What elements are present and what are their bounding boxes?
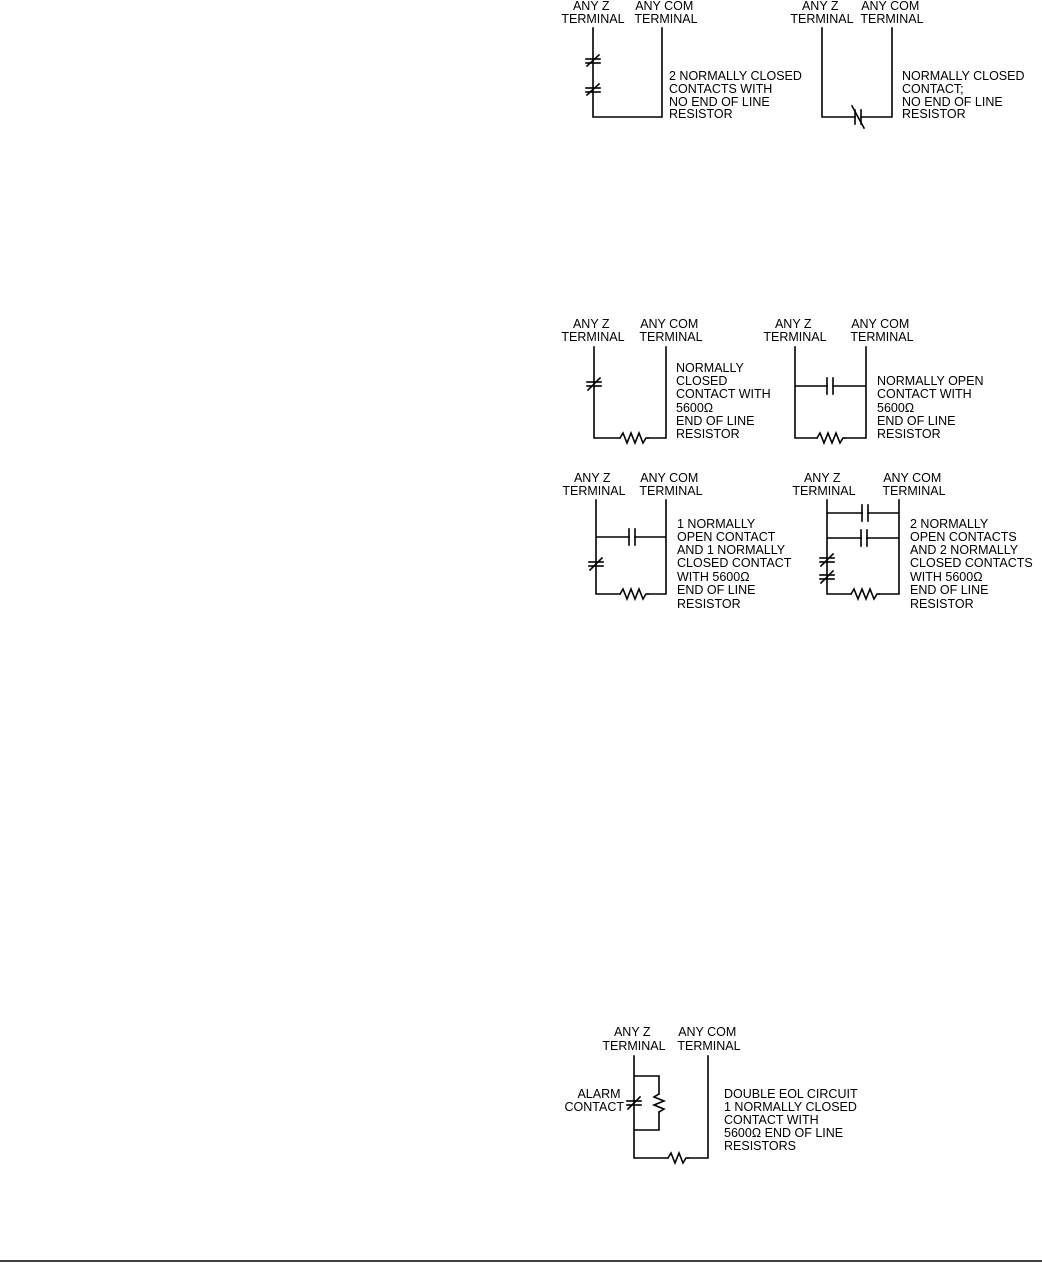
circuit-wire <box>594 347 666 438</box>
diagram-2-nc-contacts-no-eol <box>561 0 805 121</box>
z-terminal-label: ANY Z TERMINAL <box>561 0 625 26</box>
circuit-wire <box>634 1056 708 1158</box>
circuit-description: 2 NORMALLY CLOSED CONTACTS WITH NO END OF LINE RESISTOR <box>669 69 802 121</box>
circuit-wire <box>827 500 899 594</box>
circuit-description: 1 NORMALLY OPEN CONTACT AND 1 NORMALLY CLOSED CONTACT WITH 5600Ω END OF LINE RESISTOR <box>677 517 792 611</box>
z-terminal-label: ANY Z TERMINAL <box>792 471 856 498</box>
no-contact-symbol <box>861 530 867 546</box>
z-terminal-label: ANY Z TERMINAL <box>561 317 625 344</box>
diagram-no-contact-with-eol <box>763 317 987 443</box>
com-terminal-label: ANY COM TERMINAL <box>850 317 914 344</box>
circuit-wire <box>822 28 892 117</box>
com-terminal-label: ANY COM TERMINAL <box>882 471 946 498</box>
z-terminal-label: ANY Z TERMINAL <box>790 0 854 26</box>
circuit-wire <box>795 347 866 438</box>
com-terminal-label: ANY COM TERMINAL <box>639 471 703 498</box>
parallel-resistor-symbol <box>654 1094 664 1112</box>
com-terminal-label: ANY COM TERMINAL <box>634 0 698 26</box>
circuit-description: NORMALLY CLOSED CONTACT; NO END OF LINE RESISTOR <box>902 69 1025 121</box>
circuit-description: 2 NORMALLY OPEN CONTACTS AND 2 NORMALLY CLOSED CONTACTS WITH 5600Ω END OF LINE RESISTOR <box>910 517 1033 611</box>
diagram-2-no-2-nc-with-eol <box>792 471 1036 611</box>
z-terminal-label: ANY Z TERMINAL <box>602 1025 666 1053</box>
alarm-contact-label: ALARM CONTACT <box>564 1087 624 1114</box>
diagram-1-no-1-nc-with-eol <box>562 471 794 611</box>
circuit-description: DOUBLE EOL CIRCUIT 1 NORMALLY CLOSED CONTACT WITH 5600Ω END OF LINE RESISTORS <box>724 1087 858 1153</box>
no-contact-symbol <box>862 505 868 521</box>
circuit-description: NORMALLY OPEN CONTACT WITH 5600Ω END OF LINE RESISTOR <box>877 374 984 441</box>
z-terminal-label: ANY Z TERMINAL <box>763 317 827 344</box>
no-contact-symbol <box>629 529 635 545</box>
z-terminal-label: ANY Z TERMINAL <box>562 471 626 498</box>
eol-resistor-symbol <box>620 433 648 443</box>
eol-resistor-symbol <box>817 433 845 443</box>
circuit-wire <box>596 500 666 594</box>
diagram-nc-contact-no-eol <box>790 0 1028 128</box>
eol-resistor-symbol <box>668 1153 688 1163</box>
com-terminal-label: ANY COM TERMINAL <box>639 317 703 344</box>
eol-resistor-symbol <box>851 589 879 599</box>
diagram-double-eol-circuit <box>565 1025 861 1163</box>
eol-resistor-symbol <box>620 589 648 599</box>
com-terminal-label: ANY COM TERMINAL <box>677 1025 741 1053</box>
no-contact-symbol <box>827 378 833 394</box>
diagram-nc-contact-with-eol <box>561 317 774 443</box>
circuit-description: NORMALLY CLOSED CONTACT WITH 5600Ω END OF LINE RESISTOR <box>676 361 771 441</box>
com-terminal-label: ANY COM TERMINAL <box>860 0 924 26</box>
circuit-wire <box>593 28 662 117</box>
